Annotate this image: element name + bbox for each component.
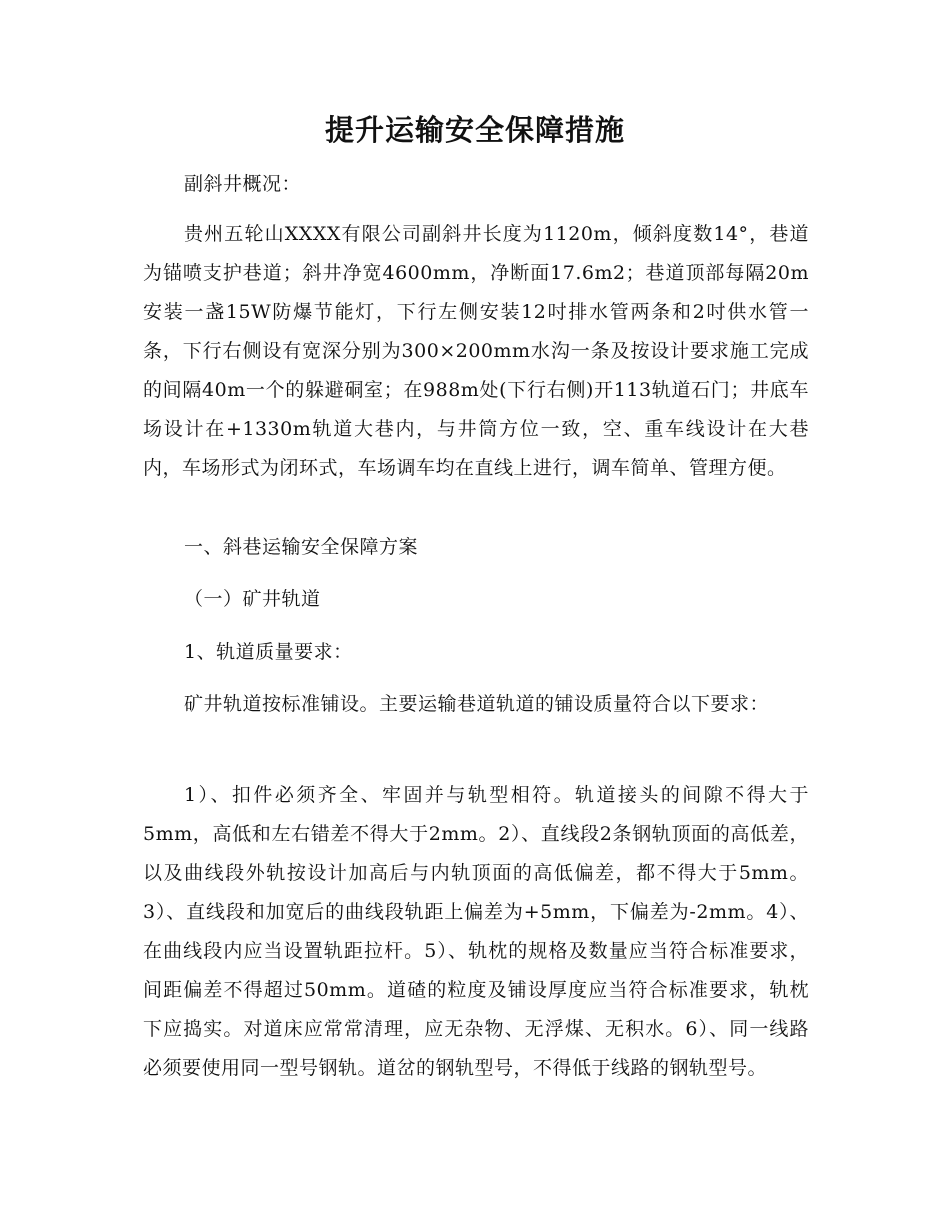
document-title: 提升运输安全保障措施 [324, 113, 625, 147]
intro-paragraph: 贵州五轮山XXXX有限公司副斜井长度为1120m，倾斜度数14°，巷道为锚喷支护巷道；斜井净宽4600mm，净断面17.6m2；巷道顶部每隔20m安装一盏15W防爆节能灯，下行左侧安装12吋排水管两条和2吋供水管一条，下行右侧设有宽深分别为300×200mm水沟一条及按设计要求施工完成的间隔40m一个的躲避硐室；在988m处(下行右侧)开113轨道石门；井底车场设计在+1330m轨道大巷内，与井筒方位一致，空、重车线设计在大巷内，车场形式为闭环式，车场调车均在直线上进行，调车简单、管理方便。 [143, 223, 809, 479]
item-heading-1: 1、轨道质量要求： [184, 641, 353, 663]
overview-heading: 副斜井概况： [184, 173, 302, 195]
section-heading-1: 一、斜巷运输安全保障方案 [184, 536, 419, 558]
requirement-paragraph: 矿井轨道按标准铺设。主要运输巷道轨道的铺设质量符合以下要求： [184, 693, 770, 715]
rules-paragraph: 1）、扣件必须齐全、牢固并与轨型相符。轨道接头的间隙不得大于5mm，高低和左右错差不得大于2mm。2）、直线段2条钢轨顶面的高低差，以及曲线段外轨按设计加高后与内轨顶面的高低偏差，都不得大于5mm。3）、直线段和加宽后的曲线段轨距上偏差为+5mm，下偏差为-2mm。4）、在曲线段内应当设置轨距拉杆。5）、轨枕的规格及数量应当符合标准要求，间距偏差不得超过50mm。道碴的粒度及铺设厚度应当符合标准要求，轨枕下应捣实。对道床应常常清理，应无杂物、无浮煤、无积水。6）、同一线路必须要使用同一型号钢轨。道岔的钢轨型号，不得低于线路的钢轨型号。 [143, 784, 809, 1079]
subsection-heading-1: （一）矿井轨道 [184, 588, 321, 610]
